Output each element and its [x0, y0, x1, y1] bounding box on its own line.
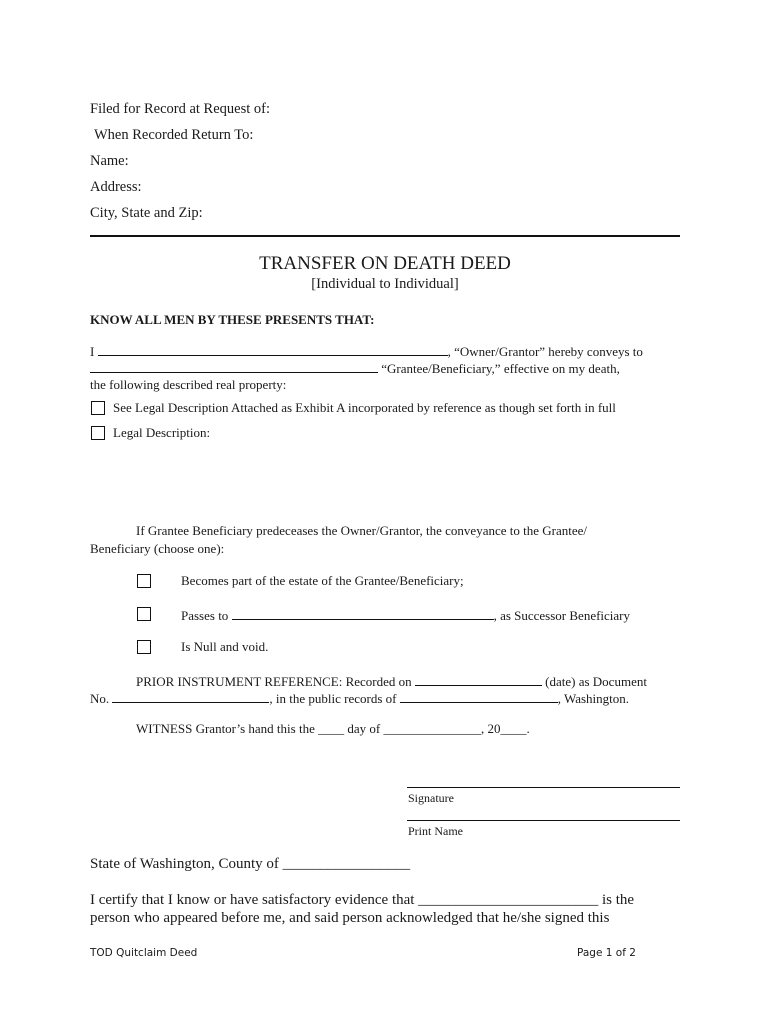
choice-estate-label: Becomes part of the estate of the Grantee/Beneficiary;: [181, 573, 464, 588]
notary-certify-line-2: person who appeared before me, and said person acknowledged that he/she signed this: [90, 910, 610, 926]
county-blank[interactable]: _________________: [282, 856, 411, 872]
signature-label: Signature: [408, 791, 454, 805]
footer-doc-name: TOD Quitclaim Deed: [90, 947, 198, 959]
witness-line: [136, 721, 530, 737]
grant-line-1: [90, 343, 643, 360]
certify-suffix: is the: [601, 892, 635, 908]
successor-beneficiary-blank[interactable]: [232, 607, 494, 620]
grantee-text: “Grantee/Beneficiary,” effective on my death,: [378, 361, 620, 376]
witness-year-blank[interactable]: ____: [500, 721, 527, 736]
predecease-line-2: Beneficiary (choose one):: [90, 541, 225, 556]
doc-no-label: No.: [90, 691, 110, 706]
document-number-blank[interactable]: [112, 690, 269, 703]
county-records-blank[interactable]: [400, 690, 558, 703]
footer-page-number: Page 1 of 2: [577, 947, 636, 959]
exhibit-a-checkbox[interactable]: [91, 401, 105, 415]
name-label: Name:: [90, 153, 129, 169]
know-all-heading: KNOW ALL MEN BY THESE PRESENTS THAT:: [90, 312, 375, 327]
prior-line-1: [136, 673, 647, 690]
exhibit-a-label: See Legal Description Attached as Exhibit A incorporated by reference as though set forth in full: [113, 400, 616, 415]
grant-prefix: I: [90, 344, 95, 359]
witness-year-prefix: , 20: [480, 721, 501, 736]
grant-line-2: [90, 360, 620, 377]
choice-passes-prefix: Passes to: [181, 608, 229, 623]
prior-suffix: (date) as Document: [545, 674, 647, 689]
choice-passes-line: [181, 607, 630, 624]
public-records-text: , in the public records of: [269, 691, 397, 706]
property-text: the following described real property:: [90, 377, 287, 392]
certify-person-blank[interactable]: ________________________: [418, 892, 599, 908]
certify-prefix: I certify that I know or have satisfactory evidence that: [90, 892, 415, 908]
predecease-line-1: If Grantee Beneficiary predeceases the Owner/Grantor, the conveyance to the Grantee/: [136, 523, 588, 538]
return-to-label: When Recorded Return To:: [94, 127, 254, 143]
prior-line-2: [90, 690, 629, 707]
header-divider: [90, 235, 680, 237]
witness-prefix: WITNESS Grantor’s hand this the: [136, 721, 315, 736]
notary-state-text: State of Washington, County of: [90, 856, 279, 872]
witness-day-of: day of: [347, 721, 381, 736]
page-title: TRANSFER ON DEATH DEED: [259, 253, 511, 274]
choice-passes-checkbox[interactable]: [137, 607, 151, 621]
city-state-zip-label: City, State and Zip:: [90, 205, 203, 221]
choice-null-label: Is Null and void.: [181, 639, 269, 654]
address-label: Address:: [90, 179, 142, 195]
legal-description-label: Legal Description:: [113, 425, 211, 440]
notary-state-line: [90, 856, 410, 873]
choice-estate-checkbox[interactable]: [137, 574, 151, 588]
grantee-name-blank[interactable]: [90, 360, 378, 373]
witness-day-blank[interactable]: ____: [318, 721, 345, 736]
owner-name-blank[interactable]: [98, 343, 448, 356]
owner-text: , “Owner/Grantor” hereby conveys to: [447, 344, 643, 359]
prior-prefix: PRIOR INSTRUMENT REFERENCE: Recorded on: [136, 674, 412, 689]
signature-line[interactable]: [407, 787, 680, 788]
legal-description-checkbox[interactable]: [91, 426, 105, 440]
washington-text: , Washington.: [557, 691, 630, 706]
print-name-label: Print Name: [408, 824, 463, 838]
choice-passes-suffix: , as Successor Beneficiary: [493, 608, 631, 623]
recorded-date-blank[interactable]: [415, 673, 542, 686]
choice-null-checkbox[interactable]: [137, 640, 151, 654]
notary-certify-line-1: [90, 892, 634, 909]
page-subtitle: [Individual to Individual]: [311, 276, 459, 292]
print-name-line[interactable]: [407, 820, 680, 821]
filed-for-record-label: Filed for Record at Request of:: [90, 101, 270, 117]
witness-month-blank[interactable]: _______________: [383, 721, 481, 736]
witness-end: .: [526, 721, 530, 736]
